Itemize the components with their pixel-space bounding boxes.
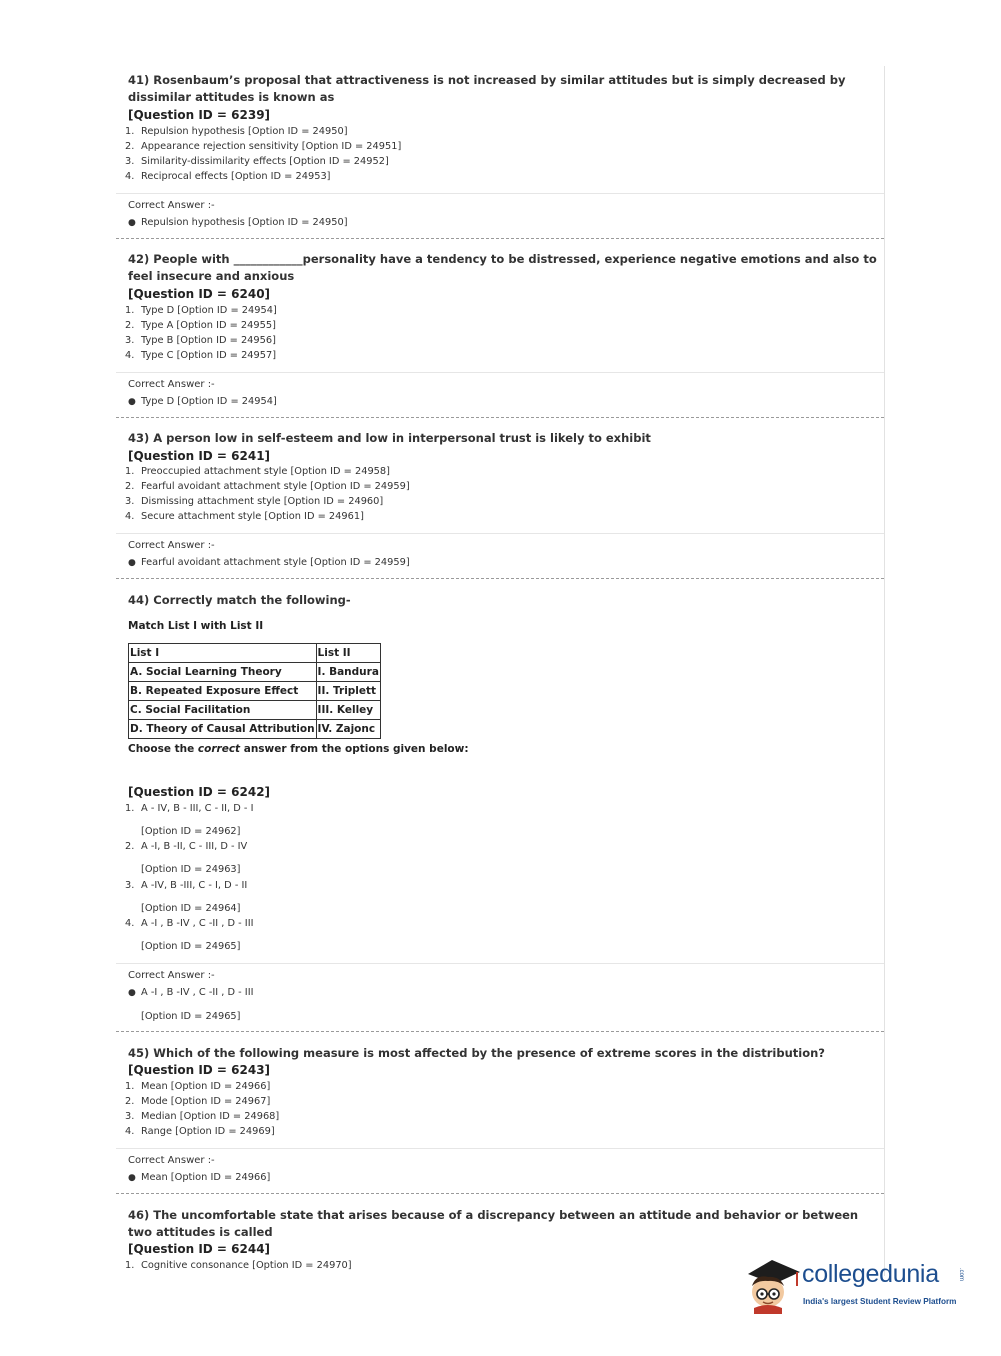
option-45-3: 3. Median [Option ID = 24968] [125, 1111, 280, 1122]
correct-answer-43: ● Fearful avoidant attachment style [Option ID = 24959] [128, 557, 410, 568]
option-44-4-id: [Option ID = 24965] [141, 941, 241, 952]
option-45-1: 1. Mean [Option ID = 24966] [125, 1081, 271, 1092]
collegedunia-logo [742, 1250, 972, 1314]
option-42-2: 2. Type A [Option ID = 24955] [125, 320, 276, 331]
correct-answer-label: Correct Answer :- [128, 200, 215, 211]
question-41-id: [Question ID = 6239] [128, 108, 271, 122]
correct-answer-45: ● Mean [Option ID = 24966] [128, 1172, 271, 1183]
question-separator [116, 238, 884, 239]
mascot-icon [742, 1250, 804, 1314]
option-41-3: 3. Similarity-dissimilarity effects [Option ID = 24952] [125, 156, 389, 167]
table-cell: I. Bandura [316, 663, 380, 682]
question-43-text: 43) A person low in self-esteem and low in interpersonal trust is likely to exhibit [128, 431, 651, 445]
option-44-1: 1. A - IV, B - III, C - II, D - I [125, 803, 254, 814]
option-45-2: 2. Mode [Option ID = 24967] [125, 1096, 271, 1107]
table-row [129, 720, 381, 739]
option-44-2: 2. A -I, B -II, C - III, D - IV [125, 841, 248, 852]
option-43-3: 3. Dismissing attachment style [Option ID = 24960] [125, 496, 384, 507]
option-45-4: 4. Range [Option ID = 24969] [125, 1126, 275, 1137]
question-44-id: [Question ID = 6242] [128, 785, 271, 799]
option-43-4: 4. Secure attachment style [Option ID = 24961] [125, 511, 364, 522]
table-header: List I [129, 644, 317, 663]
brand-name: collegedunia [802, 1260, 939, 1288]
brand-tagline: India's largest Student Review Platform [803, 1297, 957, 1306]
question-42-text: 42) People with ____________personality have a tendency to be distressed, experience negative emotions and also to feel insecure and anxious [128, 252, 877, 283]
correct-answer-44-id: [Option ID = 24965] [141, 1011, 241, 1022]
question-separator [116, 1193, 884, 1194]
table-cell: II. Triplett [316, 682, 380, 701]
option-44-3: 3. A -IV, B -III, C - I, D - II [125, 880, 248, 891]
question-separator [116, 1031, 884, 1032]
correct-answer-label: Correct Answer :- [128, 540, 215, 551]
table-cell: A. Social Learning Theory [129, 663, 317, 682]
option-44-2-id: [Option ID = 24963] [141, 864, 241, 875]
question-45-text: 45) Which of the following measure is most affected by the presence of extreme scores in the distribution? [128, 1046, 825, 1060]
table-row [129, 682, 381, 701]
divider [116, 372, 884, 373]
question-separator [116, 417, 884, 418]
option-42-3: 3. Type B [Option ID = 24956] [125, 335, 276, 346]
option-42-4: 4. Type C [Option ID = 24957] [125, 350, 277, 361]
divider [116, 193, 884, 194]
table-cell: III. Kelley [316, 701, 380, 720]
option-41-2: 2. Appearance rejection sensitivity [Option ID = 24951] [125, 141, 402, 152]
correct-answer-label: Correct Answer :- [128, 379, 215, 390]
correct-answer-44: ● A -I , B -IV , C -II , D - III [128, 987, 254, 998]
correct-answer-42: ● Type D [Option ID = 24954] [128, 396, 277, 407]
option-44-3-id: [Option ID = 24964] [141, 903, 241, 914]
brand-domain: .com [958, 1268, 964, 1282]
table-header: List II [316, 644, 380, 663]
option-43-2: 2. Fearful avoidant attachment style [Option ID = 24959] [125, 481, 410, 492]
choose-instruction: Choose the correct answer from the options given below: [128, 743, 469, 755]
match-table [128, 643, 381, 739]
divider [116, 533, 884, 534]
question-separator [116, 578, 884, 579]
table-cell: B. Repeated Exposure Effect [129, 682, 317, 701]
question-44-text: 44) Correctly match the following- [128, 593, 351, 607]
option-41-4: 4. Reciprocal effects [Option ID = 24953] [125, 171, 331, 182]
match-label: Match List I with List II [128, 620, 264, 632]
correct-answer-41: ● Repulsion hypothesis [Option ID = 24950] [128, 217, 348, 228]
option-41-1: 1. Repulsion hypothesis [Option ID = 24950] [125, 126, 348, 137]
divider [116, 963, 884, 964]
question-46-id: [Question ID = 6244] [128, 1242, 271, 1256]
question-45-id: [Question ID = 6243] [128, 1063, 271, 1077]
question-43-id: [Question ID = 6241] [128, 449, 271, 463]
question-42-id: [Question ID = 6240] [128, 287, 271, 301]
table-header-row [129, 644, 381, 663]
table-cell: C. Social Facilitation [129, 701, 317, 720]
table-row [129, 701, 381, 720]
table-cell: D. Theory of Causal Attribution [129, 720, 317, 739]
correct-answer-label: Correct Answer :- [128, 1155, 215, 1166]
question-41-text: 41) Rosenbaum’s proposal that attractiveness is not increased by similar attitudes but is simply decreased by dissimilar attitudes is known as [128, 73, 846, 104]
question-page [116, 66, 885, 1276]
option-46-1: 1. Cognitive consonance [Option ID = 24970] [125, 1260, 352, 1271]
table-row [129, 663, 381, 682]
option-44-1-id: [Option ID = 24962] [141, 826, 241, 837]
question-46-text: 46) The uncomfortable state that arises because of a discrepancy between an attitude and behavior or between two attitudes is called [128, 1208, 859, 1239]
option-43-1: 1. Preoccupied attachment style [Option ID = 24958] [125, 466, 390, 477]
option-42-1: 1. Type D [Option ID = 24954] [125, 305, 277, 316]
table-cell: IV. Zajonc [316, 720, 380, 739]
correct-answer-label: Correct Answer :- [128, 970, 215, 981]
option-44-4: 4. A -I , B -IV , C -II , D - III [125, 918, 254, 929]
divider [116, 1148, 884, 1149]
